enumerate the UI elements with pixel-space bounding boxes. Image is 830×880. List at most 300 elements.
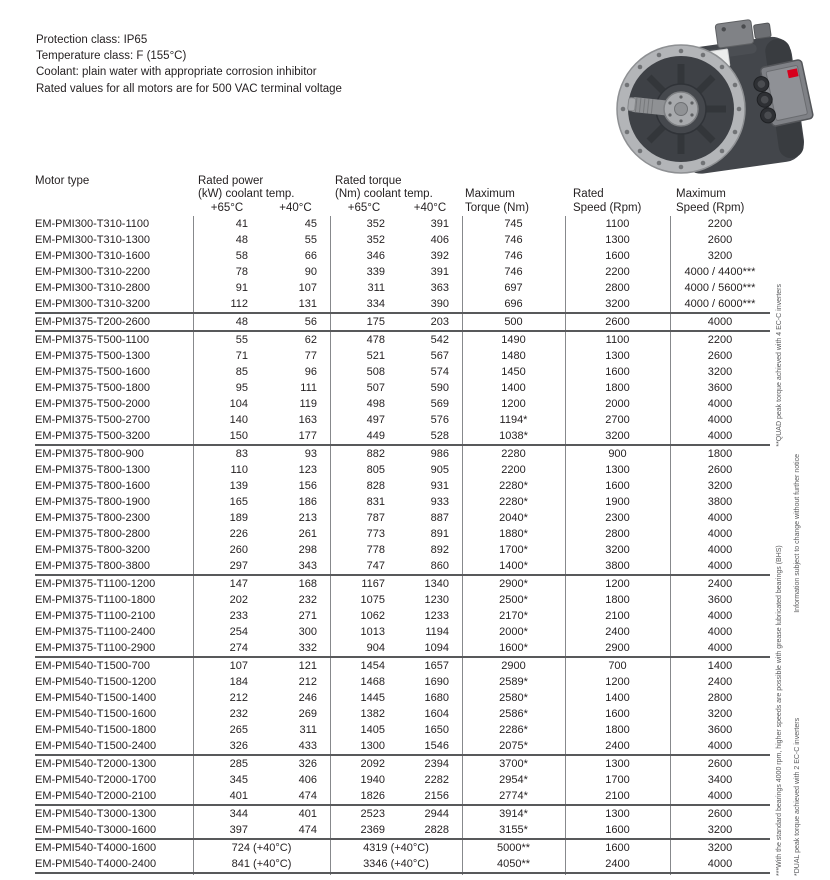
cell-torque-65: 1062 bbox=[360, 610, 385, 622]
cell-max-torque: 1490 bbox=[501, 334, 526, 346]
cell-motor-type: EM-PMI300-T310-1600 bbox=[35, 250, 150, 262]
col-header-motor-type: Motor type bbox=[35, 175, 90, 187]
spec-data-grid bbox=[35, 216, 770, 874]
cell-torque-40: 860 bbox=[398, 558, 462, 575]
cell-rated-speed: 1300 bbox=[605, 464, 630, 476]
cell-rated-speed: 1300 bbox=[605, 234, 630, 246]
cell-rated-speed: 3200 bbox=[565, 428, 670, 445]
cell-max-speed: 4000 / 4400*** bbox=[684, 266, 756, 278]
cell-rated-speed: 1800 bbox=[605, 382, 630, 394]
cell-torque-40: 2394 bbox=[424, 758, 449, 770]
cell-power-40: 213 bbox=[298, 512, 317, 524]
cell-motor-type: EM-PMI375-T1100-1200 bbox=[35, 578, 156, 590]
cell-max-speed: 4000 bbox=[670, 558, 770, 575]
cell-torque-40: 392 bbox=[430, 250, 449, 262]
col-header-rated-power-unit: (kW) coolant temp. bbox=[198, 188, 295, 200]
cell-max-torque: 746 bbox=[504, 234, 523, 246]
cell-rated-speed: 2400 bbox=[565, 738, 670, 755]
cell-power-40: 298 bbox=[298, 544, 317, 556]
col-header-torque-40: +40°C bbox=[413, 202, 447, 214]
cell-torque-65: 1405 bbox=[360, 724, 385, 736]
cell-torque-65: 346 bbox=[366, 250, 385, 262]
cell-torque-65: 1167 bbox=[361, 578, 385, 590]
table-row bbox=[35, 396, 770, 412]
cell-max-speed: 2600 bbox=[707, 758, 733, 770]
cell-motor-type: EM-PMI375-T500-1300 bbox=[35, 350, 150, 362]
cell-rated-speed: 900 bbox=[608, 448, 627, 460]
cell-max-torque: 500 bbox=[462, 313, 565, 331]
cell-max-speed: 2200 bbox=[707, 334, 733, 346]
cell-power-65: 48 bbox=[235, 234, 248, 246]
cell-rated-speed: 1200 bbox=[605, 578, 630, 590]
cell-motor-type: EM-PMI540-T4000-2400 bbox=[35, 856, 193, 873]
cell-power-40: 56 bbox=[261, 313, 330, 331]
table-row bbox=[35, 526, 770, 542]
cell-max-torque: 746 bbox=[504, 250, 523, 262]
table-row bbox=[35, 755, 770, 772]
cell-torque-40: 406 bbox=[430, 234, 449, 246]
cell-motor-type: EM-PMI375-T800-2300 bbox=[35, 512, 150, 524]
footnote-bearings: ***With the standard bearings 4000 rpm, higher speeds are possible with grease lubricated bearings (BHS) bbox=[776, 545, 783, 876]
cell-torque-merged: 4319 (+40°C) bbox=[363, 842, 429, 854]
table-row bbox=[35, 494, 770, 510]
cell-torque-40: 986 bbox=[430, 448, 449, 460]
motor-photo bbox=[588, 12, 824, 174]
cell-power-40: 311 bbox=[299, 724, 317, 736]
cell-max-speed: 3600 bbox=[707, 594, 733, 606]
col-header-rated-torque-unit: (Nm) coolant temp. bbox=[335, 188, 433, 200]
cell-torque-40: 391 bbox=[430, 218, 449, 230]
cell-power-65: 104 bbox=[229, 398, 248, 410]
table-row bbox=[35, 248, 770, 264]
cell-max-speed: 4000 bbox=[707, 626, 733, 638]
cell-power-65: 110 bbox=[230, 464, 248, 476]
cell-max-speed: 3200 bbox=[707, 366, 733, 378]
cell-motor-type: EM-PMI375-T500-1600 bbox=[35, 366, 150, 378]
cell-motor-type: EM-PMI300-T310-2200 bbox=[35, 266, 150, 278]
cell-power-40: 66 bbox=[304, 250, 317, 262]
table-row bbox=[35, 690, 770, 706]
cell-max-speed: 3200 bbox=[707, 250, 733, 262]
table-row bbox=[35, 264, 770, 280]
cell-torque-65: 352 bbox=[366, 218, 385, 230]
table-row bbox=[35, 575, 770, 592]
cell-motor-type: EM-PMI375-T800-3200 bbox=[35, 544, 150, 556]
cell-torque-40: 390 bbox=[398, 296, 462, 313]
cell-torque-65: 1940 bbox=[360, 774, 385, 786]
cell-torque-65: 2523 bbox=[360, 808, 385, 820]
cell-rated-speed: 1600 bbox=[605, 708, 630, 720]
cell-rated-speed: 1100 bbox=[605, 334, 630, 346]
cell-max-speed: 2600 bbox=[707, 464, 733, 476]
cell-rated-speed: 1600 bbox=[565, 822, 670, 839]
cell-max-speed: 4000 / 5600*** bbox=[684, 282, 756, 294]
cell-motor-type: EM-PMI375-T500-1100 bbox=[35, 334, 150, 346]
cell-torque-65: 339 bbox=[366, 266, 385, 278]
cell-torque-65: 1013 bbox=[360, 626, 385, 638]
cell-torque-65: 747 bbox=[330, 558, 398, 575]
footnote-info: Information subject to change without further notice bbox=[794, 454, 801, 613]
cell-power-40: 55 bbox=[304, 234, 317, 246]
cell-power-40: 326 bbox=[298, 758, 317, 770]
cell-power-65: 274 bbox=[193, 640, 261, 657]
cell-motor-type: EM-PMI375-T800-3800 bbox=[35, 558, 193, 575]
cell-max-torque: 2280 bbox=[501, 448, 526, 460]
cell-max-torque: 3700* bbox=[499, 758, 528, 770]
cell-torque-40: 2282 bbox=[424, 774, 449, 786]
cell-max-speed: 2800 bbox=[707, 692, 733, 704]
table-row bbox=[35, 445, 770, 462]
cell-max-torque: 2900 bbox=[501, 660, 526, 672]
cell-power-merged: 724 (+40°C) bbox=[231, 842, 292, 854]
cell-max-torque: 696 bbox=[462, 296, 565, 313]
note-coolant: Coolant: plain water with appropriate corrosion inhibitor bbox=[36, 66, 317, 79]
cell-power-40: 131 bbox=[261, 296, 330, 313]
cell-rated-speed: 1200 bbox=[605, 676, 630, 688]
cell-max-speed: 4000 bbox=[707, 512, 733, 524]
cell-torque-40: 887 bbox=[430, 512, 449, 524]
cell-max-speed: 4000 bbox=[670, 640, 770, 657]
col-header-rated-power: Rated power bbox=[198, 175, 264, 187]
cell-max-speed: 2600 bbox=[707, 808, 733, 820]
cell-motor-type: EM-PMI375-T500-2000 bbox=[35, 398, 150, 410]
cell-max-speed: 2200 bbox=[707, 218, 733, 230]
cell-max-speed: 1400 bbox=[707, 660, 733, 672]
cell-power-65: 326 bbox=[193, 738, 261, 755]
cell-motor-type: EM-PMI540-T2000-2100 bbox=[35, 788, 193, 805]
cell-max-torque: 2586* bbox=[499, 708, 528, 720]
table-row bbox=[35, 296, 770, 313]
cell-torque-65: 175 bbox=[330, 313, 398, 331]
cell-motor-type: EM-PMI375-T1100-2900 bbox=[35, 640, 193, 657]
cell-torque-65: 1075 bbox=[360, 594, 385, 606]
cell-motor-type: EM-PMI540-T4000-1600 bbox=[35, 842, 157, 854]
cell-torque-65: 497 bbox=[366, 414, 385, 426]
cell-torque-65: 882 bbox=[366, 448, 385, 460]
cell-power-65: 260 bbox=[229, 544, 248, 556]
cell-rated-speed: 2800 bbox=[605, 528, 630, 540]
cell-power-65: 202 bbox=[229, 594, 248, 606]
cell-power-65: 41 bbox=[235, 218, 248, 230]
table-row bbox=[35, 738, 770, 755]
cell-rated-speed: 1600 bbox=[605, 480, 630, 492]
cell-torque-40: 391 bbox=[430, 266, 449, 278]
cell-max-torque: 2280* bbox=[499, 496, 528, 508]
cell-torque-65: 508 bbox=[366, 366, 385, 378]
cell-torque-65: 2092 bbox=[360, 758, 385, 770]
cell-power-40: 261 bbox=[298, 528, 317, 540]
cell-rated-speed: 3800 bbox=[565, 558, 670, 575]
cell-power-40: 168 bbox=[298, 578, 317, 590]
table-row bbox=[35, 428, 770, 445]
cell-rated-speed: 1300 bbox=[605, 350, 630, 362]
cell-power-40: 107 bbox=[298, 282, 317, 294]
cell-power-40: 232 bbox=[298, 594, 317, 606]
spec-table-body bbox=[35, 216, 770, 873]
cell-max-speed: 4000 bbox=[707, 544, 733, 556]
cell-max-torque: 1450 bbox=[501, 366, 526, 378]
cell-max-speed: 3200 bbox=[670, 822, 770, 839]
table-row bbox=[35, 839, 770, 856]
cell-torque-40: 1657 bbox=[424, 660, 449, 672]
cell-power-65: 95 bbox=[235, 382, 248, 394]
cell-max-speed: 4000 bbox=[707, 398, 733, 410]
cell-motor-type: EM-PMI300-T310-2800 bbox=[35, 282, 150, 294]
cell-torque-65: 1445 bbox=[360, 692, 385, 704]
col-header-power-65: +65°C bbox=[210, 202, 244, 214]
cell-power-65: 397 bbox=[193, 822, 261, 839]
cell-power-merged: 841 (+40°C) bbox=[193, 856, 330, 873]
table-row bbox=[35, 348, 770, 364]
cell-max-torque: 1480 bbox=[501, 350, 526, 362]
cell-power-65: 85 bbox=[235, 366, 248, 378]
cell-motor-type: EM-PMI375-T800-1300 bbox=[35, 464, 150, 476]
cell-motor-type: EM-PMI540-T1500-1800 bbox=[35, 724, 157, 736]
cell-max-torque: 5000** bbox=[496, 842, 531, 854]
table-row bbox=[35, 722, 770, 738]
cell-torque-40: 574 bbox=[430, 366, 449, 378]
cell-power-40: 269 bbox=[298, 708, 317, 720]
cell-power-65: 165 bbox=[229, 496, 248, 508]
cell-power-40: 93 bbox=[304, 448, 317, 460]
cell-torque-65: 904 bbox=[330, 640, 398, 657]
motor-hub bbox=[664, 92, 698, 126]
table-row bbox=[35, 674, 770, 690]
cell-power-40: 96 bbox=[304, 366, 317, 378]
cell-torque-40: 905 bbox=[430, 464, 449, 476]
cell-motor-type: EM-PMI540-T3000-1600 bbox=[35, 822, 193, 839]
cell-power-40: 186 bbox=[298, 496, 317, 508]
table-row bbox=[35, 462, 770, 478]
cell-rated-speed: 2800 bbox=[605, 282, 630, 294]
cell-torque-40: 933 bbox=[430, 496, 449, 508]
cell-max-torque: 2280* bbox=[499, 480, 528, 492]
cell-max-torque: 2900* bbox=[499, 578, 528, 590]
cell-max-torque: 697 bbox=[504, 282, 523, 294]
cell-rated-speed: 1600 bbox=[605, 250, 630, 262]
note-protection-class: Protection class: IP65 bbox=[36, 34, 148, 46]
cell-torque-40: 203 bbox=[398, 313, 462, 331]
cell-power-65: 139 bbox=[229, 480, 248, 492]
spec-table bbox=[35, 175, 770, 875]
cell-torque-65: 334 bbox=[330, 296, 398, 313]
cell-max-torque: 1038* bbox=[462, 428, 565, 445]
cell-motor-type: EM-PMI540-T2000-1300 bbox=[35, 758, 157, 770]
cell-power-40: 119 bbox=[299, 398, 317, 410]
cell-max-torque: 2774* bbox=[462, 788, 565, 805]
cell-power-40: 177 bbox=[261, 428, 330, 445]
cell-power-40: 474 bbox=[261, 822, 330, 839]
cell-power-40: 121 bbox=[298, 660, 317, 672]
cell-power-65: 150 bbox=[193, 428, 261, 445]
col-header-max-torque-1: Maximum bbox=[465, 188, 515, 200]
cell-max-speed: 2400 bbox=[707, 676, 733, 688]
cell-power-40: 246 bbox=[298, 692, 317, 704]
cell-power-65: 254 bbox=[229, 626, 248, 638]
cell-torque-65: 311 bbox=[367, 282, 385, 294]
cell-power-65: 71 bbox=[235, 350, 248, 362]
cell-power-65: 78 bbox=[235, 266, 248, 278]
cell-max-torque: 1700* bbox=[499, 544, 528, 556]
cell-rated-speed: 1300 bbox=[605, 758, 630, 770]
cell-max-speed: 3400 bbox=[707, 774, 733, 786]
cell-torque-40: 1650 bbox=[424, 724, 449, 736]
cell-rated-speed: 2300 bbox=[605, 512, 630, 524]
table-row bbox=[35, 542, 770, 558]
cell-rated-speed: 3200 bbox=[565, 296, 670, 313]
cell-power-65: 212 bbox=[229, 692, 248, 704]
cell-rated-speed: 2900 bbox=[565, 640, 670, 657]
cell-motor-type: EM-PMI375-T800-900 bbox=[35, 448, 144, 460]
cell-max-torque: 2040* bbox=[499, 512, 528, 524]
cell-motor-type: EM-PMI375-T800-1600 bbox=[35, 480, 150, 492]
cell-max-speed: 4000 bbox=[707, 414, 733, 426]
cell-rated-speed: 2200 bbox=[605, 266, 630, 278]
cell-power-40: 433 bbox=[261, 738, 330, 755]
cell-torque-65: 1826 bbox=[330, 788, 398, 805]
cell-motor-type: EM-PMI375-T1100-1800 bbox=[35, 594, 156, 606]
cell-power-65: 345 bbox=[229, 774, 248, 786]
cell-torque-65: 352 bbox=[366, 234, 385, 246]
cell-torque-merged: 3346 (+40°C) bbox=[330, 856, 462, 873]
cell-torque-40: 1340 bbox=[424, 578, 449, 590]
cell-max-torque: 3914* bbox=[499, 808, 528, 820]
cell-max-speed: 4000 bbox=[670, 856, 770, 873]
cell-max-speed: 1800 bbox=[707, 448, 733, 460]
cell-max-torque: 2580* bbox=[499, 692, 528, 704]
table-row bbox=[35, 592, 770, 608]
cell-rated-speed: 700 bbox=[608, 660, 627, 672]
cell-max-torque: 745 bbox=[504, 218, 523, 230]
cell-power-40: 62 bbox=[304, 334, 317, 346]
cell-rated-speed: 1400 bbox=[605, 692, 630, 704]
col-header-rated-speed-1: Rated bbox=[573, 188, 604, 200]
cell-power-40: 111 bbox=[300, 382, 317, 394]
cell-power-65: 297 bbox=[193, 558, 261, 575]
cell-power-40: 156 bbox=[298, 480, 317, 492]
cell-torque-65: 498 bbox=[366, 398, 385, 410]
cell-power-65: 91 bbox=[235, 282, 248, 294]
cell-power-40: 77 bbox=[304, 350, 317, 362]
cell-torque-65: 507 bbox=[366, 382, 385, 394]
cell-torque-40: 542 bbox=[430, 334, 449, 346]
cell-torque-40: 1094 bbox=[398, 640, 462, 657]
table-row bbox=[35, 364, 770, 380]
table-row bbox=[35, 232, 770, 248]
table-row bbox=[35, 706, 770, 722]
cell-torque-65: 478 bbox=[366, 334, 385, 346]
cell-power-40: 90 bbox=[304, 266, 317, 278]
cell-torque-40: 1680 bbox=[424, 692, 449, 704]
cell-torque-65: 805 bbox=[366, 464, 385, 476]
cell-max-speed: 2600 bbox=[707, 350, 733, 362]
cell-max-torque: 2954* bbox=[499, 774, 528, 786]
header-notes bbox=[36, 32, 342, 97]
cell-motor-type: EM-PMI375-T500-3200 bbox=[35, 428, 193, 445]
cell-motor-type: EM-PMI300-T310-3200 bbox=[35, 296, 193, 313]
motor-photo-svg bbox=[588, 12, 824, 174]
cell-rated-speed: 1600 bbox=[605, 842, 630, 854]
cell-rated-speed: 2000 bbox=[605, 398, 630, 410]
table-row bbox=[35, 510, 770, 526]
cell-motor-type: EM-PMI540-T1500-1200 bbox=[35, 676, 157, 688]
cell-max-speed: 3200 bbox=[707, 480, 733, 492]
cell-max-torque: 2075* bbox=[462, 738, 565, 755]
cell-max-torque: 2286* bbox=[499, 724, 528, 736]
cell-power-65: 344 bbox=[229, 808, 248, 820]
cell-motor-type: EM-PMI375-T1100-2400 bbox=[35, 626, 156, 638]
table-row bbox=[35, 558, 770, 575]
cell-rated-speed: 1900 bbox=[605, 496, 630, 508]
cell-motor-type: EM-PMI540-T1500-1600 bbox=[35, 708, 157, 720]
col-header-max-speed-2: Speed (Rpm) bbox=[676, 202, 745, 214]
table-row bbox=[35, 657, 770, 674]
cell-power-65: 48 bbox=[193, 313, 261, 331]
cell-power-65: 189 bbox=[229, 512, 248, 524]
cell-power-40: 163 bbox=[298, 414, 317, 426]
cell-rated-speed: 1600 bbox=[605, 366, 630, 378]
cell-motor-type: EM-PMI540-T1500-700 bbox=[35, 660, 150, 672]
table-row bbox=[35, 331, 770, 348]
table-row bbox=[35, 313, 770, 331]
note-rated-values: Rated values for all motors are for 500 VAC terminal voltage bbox=[36, 82, 342, 95]
cell-rated-speed: 2600 bbox=[565, 313, 670, 331]
cell-torque-40: 576 bbox=[430, 414, 449, 426]
cell-torque-65: 773 bbox=[366, 528, 385, 540]
cell-torque-65: 1454 bbox=[360, 660, 385, 672]
cell-rated-speed: 1800 bbox=[605, 724, 630, 736]
cell-power-65: 83 bbox=[235, 448, 248, 460]
table-row bbox=[35, 822, 770, 839]
cell-torque-40: 528 bbox=[398, 428, 462, 445]
cell-torque-40: 1546 bbox=[398, 738, 462, 755]
cell-max-torque: 1400 bbox=[501, 382, 526, 394]
table-row bbox=[35, 856, 770, 873]
note-temperature-class: Temperature class: F (155°C) bbox=[36, 50, 187, 63]
cell-max-torque: 1194* bbox=[499, 414, 528, 426]
cell-max-torque: 2200 bbox=[501, 464, 526, 476]
cell-torque-40: 931 bbox=[430, 480, 449, 492]
cell-max-speed: 4000 bbox=[707, 528, 733, 540]
cell-power-65: 112 bbox=[193, 296, 261, 313]
cell-max-speed: 3200 bbox=[707, 842, 733, 854]
cell-max-speed: 4000 bbox=[670, 738, 770, 755]
cell-rated-speed: 1300 bbox=[605, 808, 630, 820]
col-header-power-40: +40°C bbox=[279, 202, 312, 214]
cell-motor-type: EM-PMI540-T3000-1300 bbox=[35, 808, 157, 820]
cell-torque-40: 2156 bbox=[398, 788, 462, 805]
cell-max-torque: 2589* bbox=[499, 676, 528, 688]
col-header-rated-torque: Rated torque bbox=[335, 175, 402, 187]
col-header-max-speed-1: Maximum bbox=[676, 188, 726, 200]
cell-torque-40: 2944 bbox=[424, 808, 449, 820]
cell-torque-65: 521 bbox=[366, 350, 385, 362]
side-footnote-inner bbox=[793, 454, 803, 876]
cell-power-40: 474 bbox=[261, 788, 330, 805]
cell-power-40: 401 bbox=[298, 808, 317, 820]
cell-power-40: 212 bbox=[298, 676, 317, 688]
cell-torque-65: 1468 bbox=[360, 676, 385, 688]
table-row bbox=[35, 412, 770, 428]
cell-torque-65: 831 bbox=[366, 496, 385, 508]
cell-torque-40: 590 bbox=[430, 382, 449, 394]
cell-max-speed: 4000 bbox=[670, 428, 770, 445]
footnote-quad: **QUAD peak torque achieved with 4 EC-C inverters bbox=[776, 284, 783, 447]
cell-torque-65: 1382 bbox=[360, 708, 385, 720]
cell-torque-40: 569 bbox=[430, 398, 449, 410]
cell-rated-speed: 1800 bbox=[605, 594, 630, 606]
cell-power-65: 226 bbox=[229, 528, 248, 540]
